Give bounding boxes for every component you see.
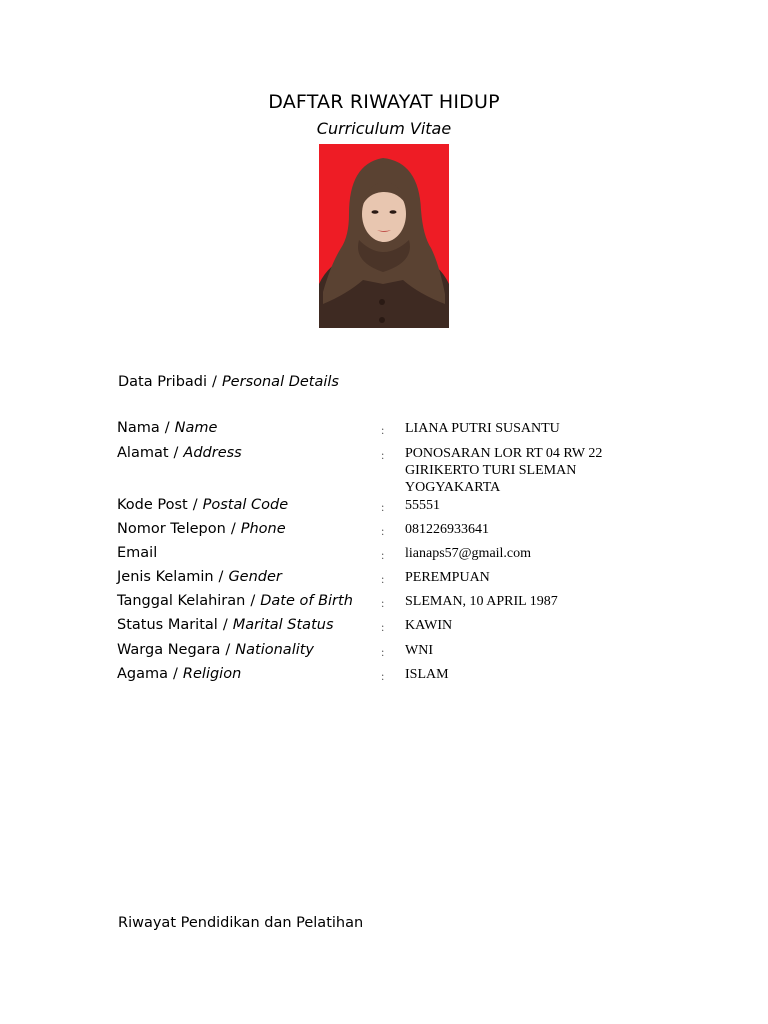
detail-label [117,445,242,461]
label-separator: / [225,642,231,658]
document-title: DAFTAR RIWAYAT HIDUP [268,91,500,113]
detail-colon: : [381,448,385,462]
label-en: Address [183,445,242,461]
detail-value-line: PONOSARAN LOR RT 04 RW 22 [405,446,603,461]
detail-row [117,521,677,543]
label-separator: / [173,666,178,682]
detail-row [117,642,677,664]
label-en: Religion [182,666,242,682]
label-id: Status Marital [117,617,218,633]
detail-value [405,593,645,610]
profile-photo [319,144,449,328]
label-id: Warga Negara [117,642,221,658]
detail-value [405,521,645,538]
label-id: Email [117,545,158,561]
detail-colon: : [381,645,385,659]
label-id: Agama [117,666,169,682]
detail-row [117,445,677,495]
detail-row [117,545,677,567]
detail-colon: : [381,596,385,610]
detail-label [117,617,334,633]
detail-colon: : [381,620,385,634]
detail-value [405,545,645,562]
detail-label [117,569,282,585]
detail-label [117,420,217,436]
detail-value-line: GIRIKERTO TURI SLEMAN [405,463,577,478]
detail-value-line: 081226933641 [405,522,489,537]
detail-value-line: SLEMAN, 10 APRIL 1987 [405,594,558,609]
detail-value [405,642,645,659]
label-id: Nomor Telepon [117,521,226,537]
label-en: Name [174,420,218,436]
label-id: Kode Post [117,497,188,513]
detail-colon: : [381,500,385,514]
detail-label [117,521,286,537]
detail-value-line: YOGYAKARTA [405,480,501,495]
document-subtitle: Curriculum Vitae [316,119,452,138]
detail-value [405,666,645,683]
detail-label [117,593,353,609]
detail-value [405,617,645,634]
label-en: Postal Code [202,497,289,513]
label-separator: / [218,569,224,585]
label-en: Gender [228,569,282,585]
detail-colon: : [381,572,385,586]
detail-label [117,642,314,658]
detail-colon: : [381,524,385,538]
label-separator: / [192,497,198,513]
detail-value-line: LIANA PUTRI SUSANTU [405,421,560,436]
detail-row [117,420,677,442]
detail-label [117,666,241,682]
detail-colon: : [381,423,385,437]
label-id: Jenis Kelamin [117,569,214,585]
detail-value-line: ISLAM [405,667,449,682]
label-separator: / [164,420,170,436]
label-id: Tanggal Kelahiran [117,593,246,609]
detail-label [117,497,288,513]
education-heading: Riwayat Pendidikan dan Pelatihan [118,915,364,931]
label-en: Nationality [235,642,315,658]
label-separator: / [230,521,236,537]
label-id: Alamat [117,445,169,461]
detail-colon: : [381,548,385,562]
detail-value-line: 55551 [405,498,440,513]
detail-row [117,666,677,688]
label-separator: / [222,617,228,633]
detail-value-line: KAWIN [405,618,453,633]
detail-value [405,445,645,496]
label-id: Nama [117,420,160,436]
label-en: Date of Birth [260,593,353,609]
heading-id: Data Pribadi [118,374,208,390]
detail-row [117,497,677,519]
detail-value-line: WNI [405,643,433,658]
detail-value-line: lianaps57@gmail.com [405,546,532,561]
label-separator: / [173,445,179,461]
detail-value [405,569,645,586]
label-en: Marital Status [232,617,334,633]
detail-row [117,617,677,639]
detail-value [405,420,645,437]
detail-value [405,497,645,514]
detail-row [117,593,677,615]
detail-label [117,545,157,561]
personal-details-heading [118,374,339,390]
label-separator: / [250,593,256,609]
label-en: Phone [240,521,286,537]
heading-en: Personal Details [221,374,339,390]
heading-separator: / [212,374,217,390]
detail-colon: : [381,669,385,683]
detail-row [117,569,677,591]
detail-value-line: PEREMPUAN [405,570,490,585]
